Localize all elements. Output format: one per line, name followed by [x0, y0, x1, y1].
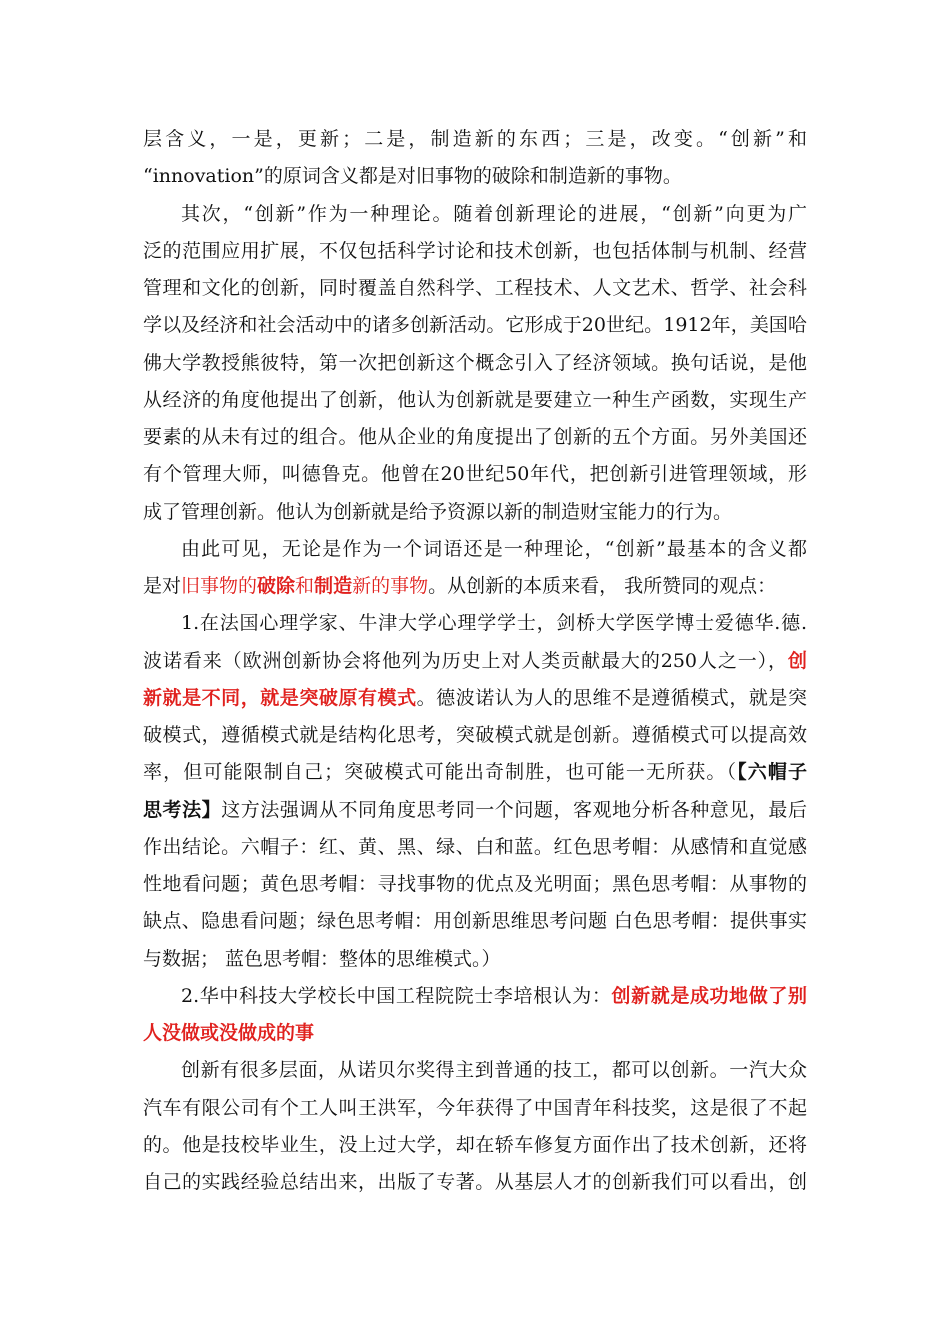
paragraph-line: 层含义，一是，更新；二是，制造新的东西；三是，改变。“创新”和: [143, 128, 807, 150]
emphasis-text: 和: [295, 575, 315, 597]
line-text: 波诺看来（欧洲创新协会将他列为历史上对人类贡献最大的250人之一），: [143, 650, 788, 672]
paragraph-line: 创新有很多层面，从诺贝尔奖得主到普通的技工，都可以创新。一汽大众: [181, 1059, 807, 1081]
bold-text: 【六帽子: [737, 761, 807, 783]
emphasis-text: 破除: [257, 575, 296, 597]
paragraph-line: 泛的范围应用扩展，不仅包括科学讨论和技术创新，也包括体制与机制、经营: [143, 240, 807, 262]
paragraph-line: 自己的实践经验总结出来，出版了专著。从基层人才的创新我们可以看出，创: [143, 1171, 807, 1193]
paragraph-line: 学以及经济和社会活动中的诸多创新活动。它形成于20世纪。1912年，美国哈: [143, 314, 807, 336]
paragraph-line: [143, 646, 807, 676]
emphasis-text: 制造: [314, 575, 353, 597]
paragraph-line: [143, 757, 807, 787]
line-text: 。从创新的本质来看， 我所赞同的观点：: [428, 575, 777, 597]
emphasis-text: 新就是不同，就是突破原有模式: [143, 687, 417, 709]
paragraph-line: 从经济的角度他提出了创新，他认为创新就是要建立一种生产函数，实现生产: [143, 389, 807, 411]
paragraph-line: 由此可见，无论是作为一个词语还是一种理论，“创新”最基本的含义都: [181, 538, 807, 560]
paragraph-line: 汽车有限公司有个工人叫王洪军，今年获得了中国青年科技奖，这是很了不起: [143, 1097, 807, 1119]
paragraph-line: [143, 571, 807, 601]
paragraph-line: [181, 981, 807, 1011]
paragraph-line: 要素的从未有过的组合。他从企业的角度提出了创新的五个方面。另外美国还: [143, 426, 807, 448]
paragraph-line: 缺点、隐患看问题；绿色思考帽：用创新思维思考问题 白色思考帽：提供事实: [143, 910, 807, 932]
bold-text: 思考法】: [143, 799, 222, 821]
paragraph-line: 1.在法国心理学家、牛津大学心理学学士，剑桥大学医学博士爱德华.德.: [181, 612, 807, 634]
line-text: 率，但可能限制自己；突破模式可能出奇制胜，也可能一无所获。（: [143, 761, 738, 783]
line-text: 。德波诺认为人的思维不是遵循模式，就是突: [416, 687, 807, 709]
paragraph-line: 有个管理大师，叫德鲁克。他曾在20世纪50年代，把创新引进管理领域，形: [143, 463, 807, 485]
line-text: 是对: [143, 575, 182, 597]
line-text: 这方法强调从不同角度思考同一个问题，客观地分析各种意见，最后: [221, 799, 807, 821]
paragraph-line: [143, 683, 807, 713]
emphasis-text: 创: [787, 650, 807, 672]
line-text: 2.华中科技大学校长中国工程院院士李培根认为：: [181, 985, 612, 1007]
emphasis-text: 人没做或没做成的事: [143, 1022, 315, 1044]
paragraph-line: 的。他是技校毕业生，没上过大学，却在轿车修复方面作出了技术创新，还将: [143, 1134, 807, 1156]
paragraph-line: 与数据； 蓝色思考帽：整体的思维模式。）: [143, 948, 501, 970]
emphasis-text: 创新就是成功地做了别: [611, 985, 807, 1007]
paragraph-line: 作出结论。六帽子：红、黄、黑、绿、白和蓝。红色思考帽：从感情和直觉感: [143, 836, 807, 858]
paragraph-line: 破模式，遵循模式就是结构化思考，突破模式就是创新。遵循模式可以提高效: [143, 724, 807, 746]
paragraph-line: 性地看问题；黄色思考帽：寻找事物的优点及光明面；黑色思考帽：从事物的: [143, 873, 807, 895]
emphasis-text: 新的事物: [352, 575, 429, 597]
paragraph-line: 其次，“创新”作为一种理论。随着创新理论的进展，“创新”向更为广: [181, 203, 807, 225]
paragraph-line: 佛大学教授熊彼特，第一次把创新这个概念引入了经济领域。换句话说，是他: [143, 352, 807, 374]
paragraph-line: [143, 795, 807, 825]
paragraph-line: 管理和文化的创新，同时覆盖自然科学、工程技术、人文艺术、哲学、社会科: [143, 277, 807, 299]
paragraph-line: 成了管理创新。他认为创新就是给予资源以新的制造财宝能力的行为。: [143, 501, 733, 523]
paragraph-line: “innovation”的原词含义都是对旧事物的破除和制造新的事物。: [143, 165, 682, 187]
paragraph-line: [143, 1018, 807, 1048]
emphasis-text: 旧事物的: [181, 575, 258, 597]
